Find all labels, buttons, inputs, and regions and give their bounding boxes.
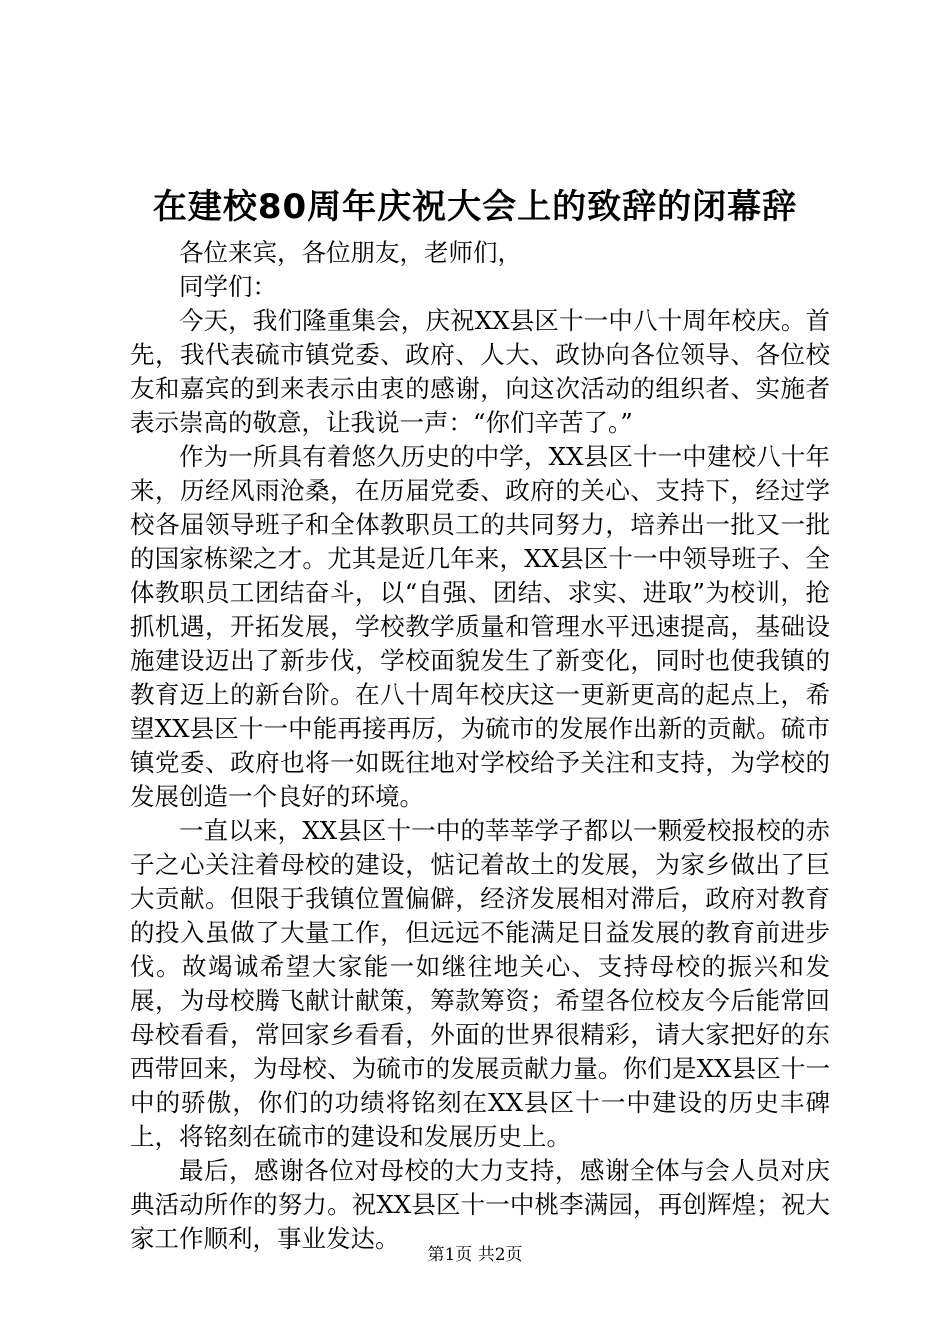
greeting-line: 同学们： xyxy=(179,272,277,301)
document-title: 在建校80周年庆祝大会上的致辞的闭幕辞 xyxy=(152,187,798,227)
body-paragraph: 一直以来，XX县区十一中的莘莘学子都以一颗爱校报校的赤子之心关注着母校的建设，惦记着故土的发展，为家乡做出了巨大贡献。但限于我镇位置偏僻，经济发展相对滞后，政府对教育的投入虽做了大量工作，但远远不能满足日益发展的教育前进步伐。故竭诚希望大家能一如继往地关心、支持母校的振兴和发展，为母校腾飞献计献策，筹款筹资；希望各位校友今后能常回母校看看，常回家乡看看，外面的世界很精彩，请大家把好的东西带回来，为母校、为硫市的发展贡献力量。你们是XX县区十一中的骄傲，你们的功绩将铭刻在XX县区十一中建设的历史丰碑上，将铭刻在硫市的建设和发展历史上。 xyxy=(130,816,830,1151)
body-paragraph: 作为一所具有着悠久历史的中学，XX县区十一中建校八十年来，历经风雨沧桑，在历届党委、政府的关心、支持下，经过学校各届领导班子和全体教职员工的共同努力，培养出一批又一批的国家栋梁之才。尤其是近几年来，XX县区十一中领导班子、全体教职员工团结奋斗，以“自强、团结、求实、进取”为校训，抢抓机遇，开拓发展，学校教学质量和管理水平迅速提高，基础设施建设迈出了新步伐，学校面貌发生了新变化，同时也使我镇的教育迈上的新台阶。在八十周年校庆这一更新更高的起点上，希望XX县区十一中能再接再厉，为硫市的发展作出新的贡献。硫市镇党委、政府也将一如既往地对学校给予关注和支持，为学校的发展创造一个良好的环境。 xyxy=(130,442,830,811)
body-paragraph: 今天，我们隆重集会，庆祝XX县区十一中八十周年校庆。首先，我代表硫市镇党委、政府、人大、政协向各位领导、各位校友和嘉宾的到来表示由衷的感谢，向这次活动的组织者、实施者表示崇高的敬意，让我说一声：“你们辛苦了。” xyxy=(130,306,830,437)
greeting-line: 各位来宾，各位朋友，老师们， xyxy=(179,238,522,267)
body-paragraph: 最后，感谢各位对母校的大力支持，感谢全体与会人员对庆典活动所作的努力。祝XX县区十一中桃李满园，再创辉煌；祝大家工作顺利，事业发达。 xyxy=(130,1156,830,1253)
page-number-footer: 第1页 共2页 xyxy=(427,1245,523,1265)
document-body xyxy=(130,236,830,1256)
